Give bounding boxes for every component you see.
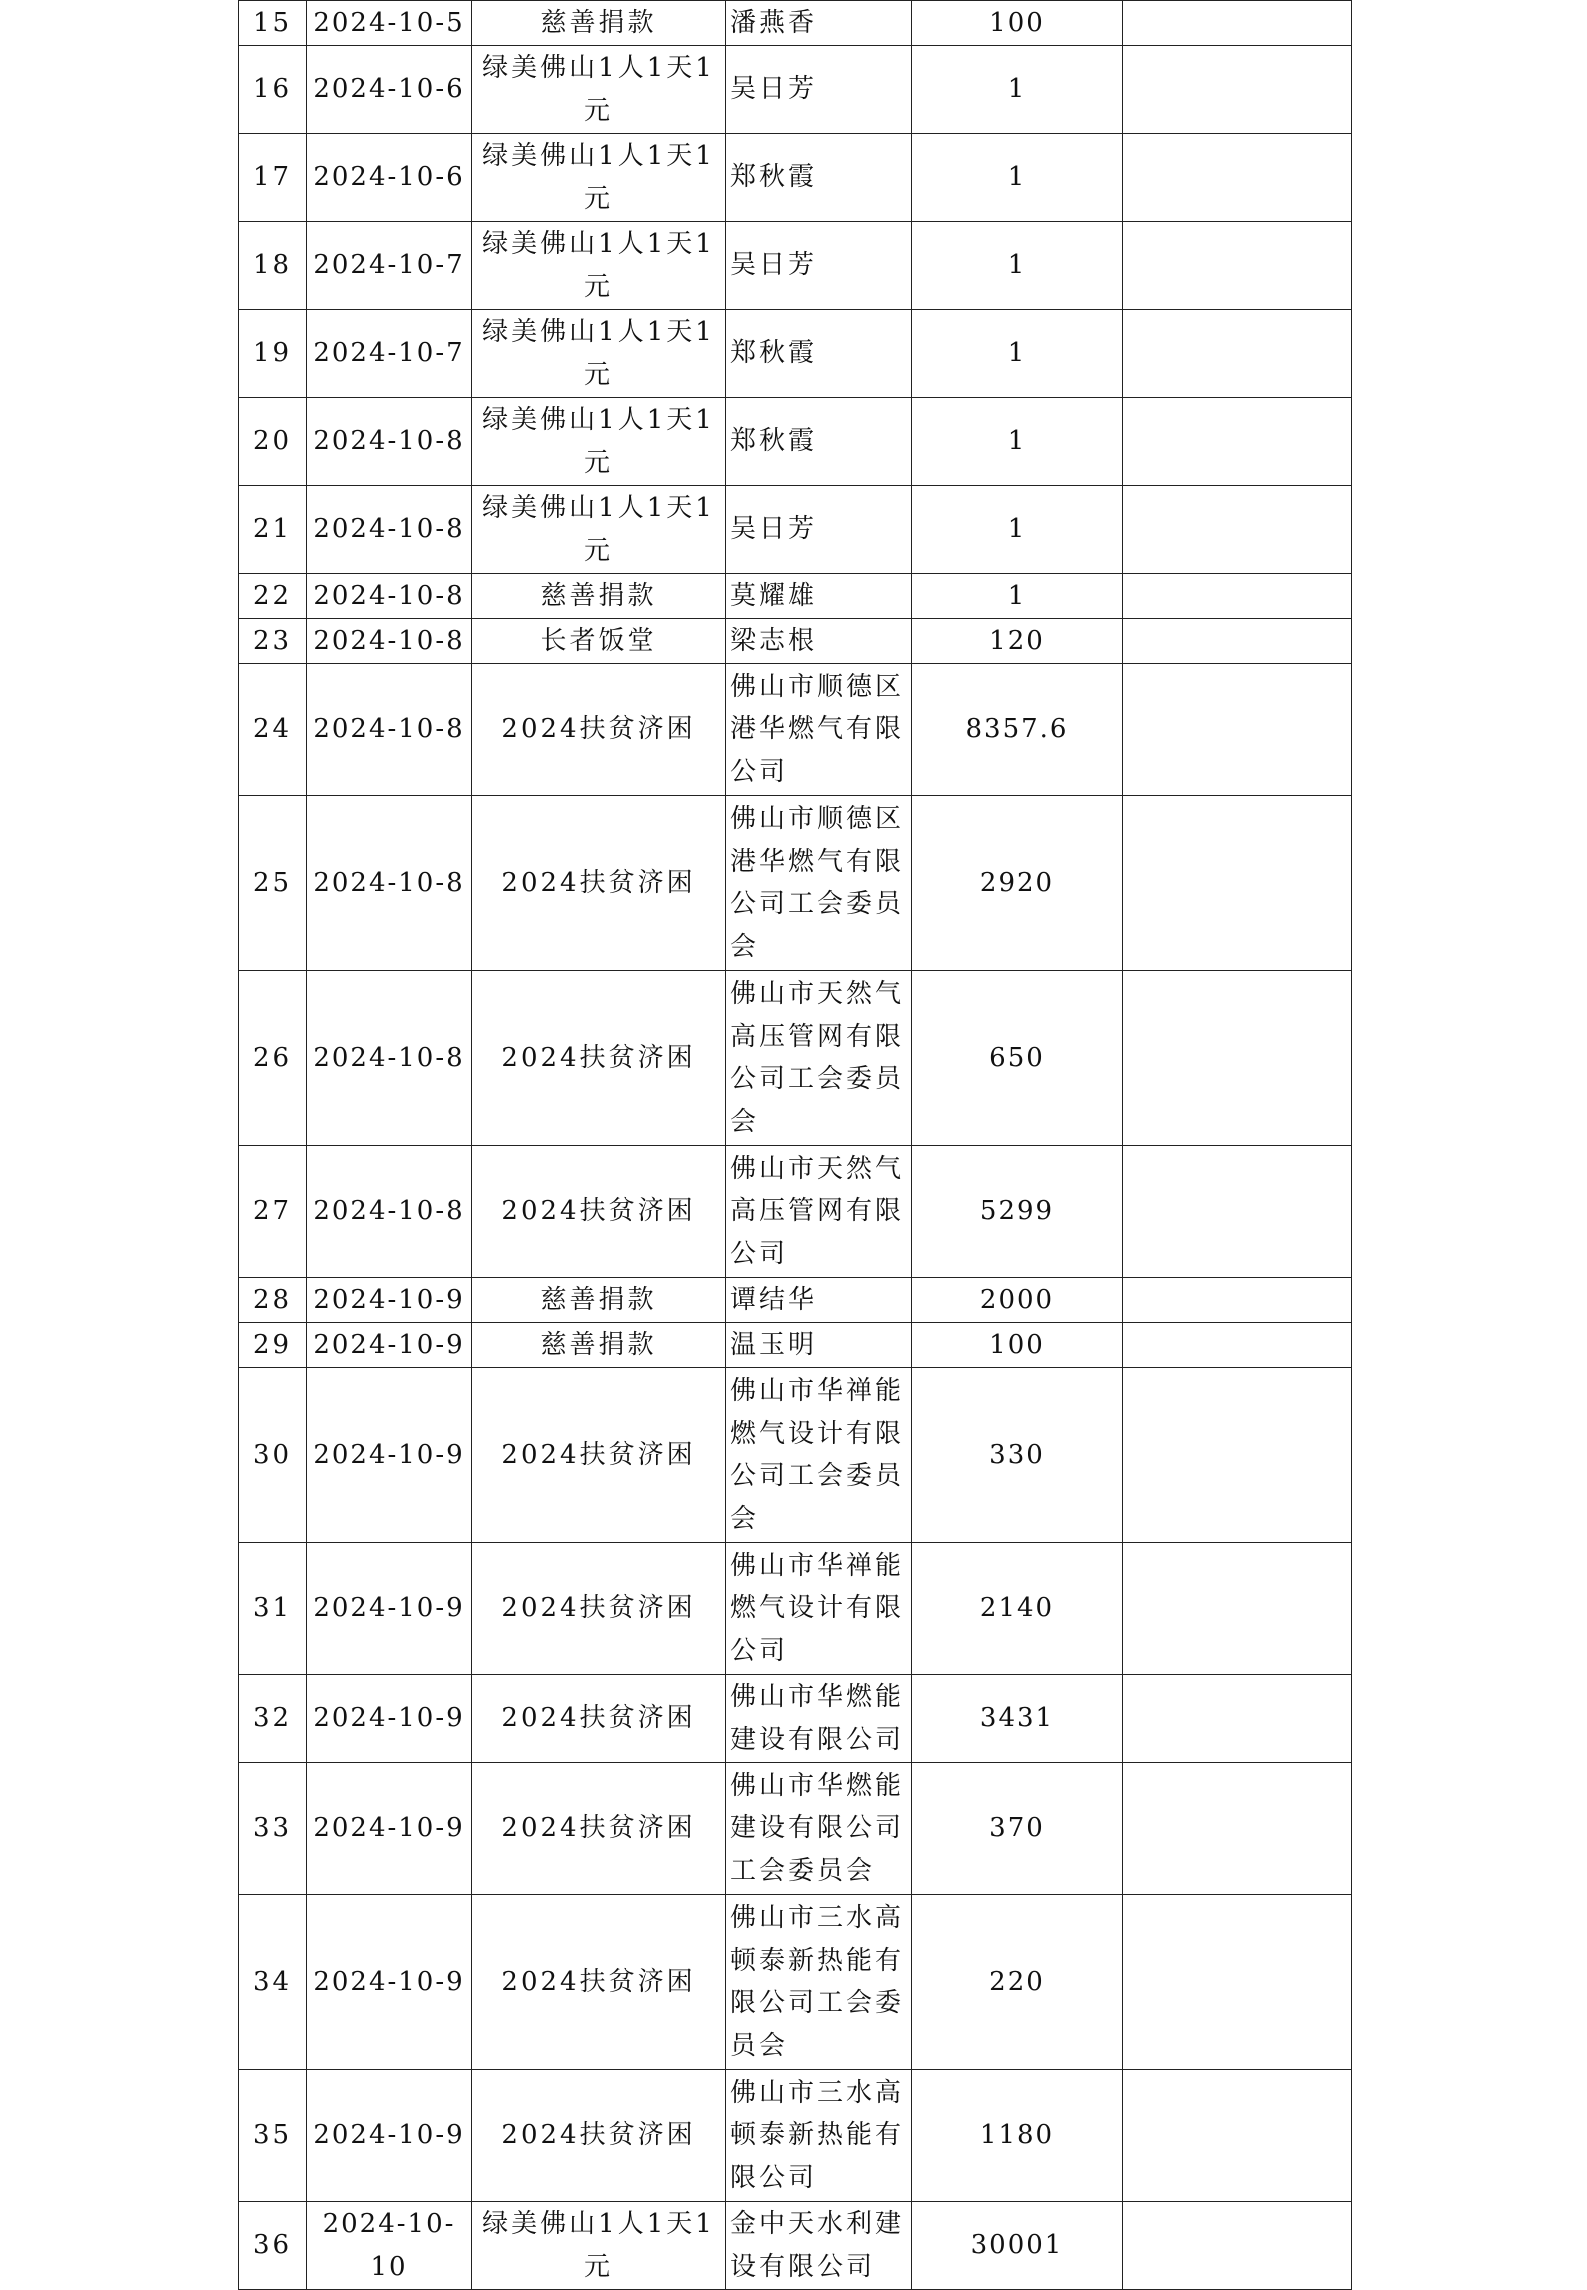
date-cell: 2024-10-8 xyxy=(307,971,472,1146)
project-cell: 绿美佛山1人1天1元 xyxy=(472,398,726,486)
table-row xyxy=(239,1368,1352,1543)
date-cell: 2024-10-8 xyxy=(307,486,472,574)
row-number-cell: 25 xyxy=(239,796,307,971)
amount-cell: 120 xyxy=(912,619,1123,664)
amount-cell: 1 xyxy=(912,134,1123,222)
date-cell: 2024-10-7 xyxy=(307,310,472,398)
amount-cell: 650 xyxy=(912,971,1123,1146)
project-cell: 2024扶贫济困 xyxy=(472,664,726,796)
row-number-cell: 27 xyxy=(239,1146,307,1278)
donor-cell: 郑秋霞 xyxy=(726,310,912,398)
note-cell xyxy=(1123,2070,1352,2202)
row-number-cell: 32 xyxy=(239,1675,307,1763)
table-row xyxy=(239,310,1352,398)
table-row xyxy=(239,486,1352,574)
note-cell xyxy=(1123,222,1352,310)
row-number-cell: 19 xyxy=(239,310,307,398)
project-cell: 2024扶贫济困 xyxy=(472,1146,726,1278)
donor-cell: 佛山市华禅能燃气设计有限公司 xyxy=(726,1543,912,1675)
table-row xyxy=(239,398,1352,486)
table-row xyxy=(239,796,1352,971)
table-row xyxy=(239,2202,1352,2290)
amount-cell: 1 xyxy=(912,310,1123,398)
row-number-cell: 21 xyxy=(239,486,307,574)
date-cell: 2024-10-8 xyxy=(307,664,472,796)
donor-cell: 金中天水利建设有限公司 xyxy=(726,2202,912,2290)
amount-cell: 370 xyxy=(912,1763,1123,1895)
donor-cell: 佛山市华禅能燃气设计有限公司工会委员会 xyxy=(726,1368,912,1543)
row-number-cell: 28 xyxy=(239,1278,307,1323)
amount-cell: 220 xyxy=(912,1895,1123,2070)
donor-cell: 佛山市天然气高压管网有限公司 xyxy=(726,1146,912,1278)
amount-cell: 2920 xyxy=(912,796,1123,971)
table-row xyxy=(239,971,1352,1146)
note-cell xyxy=(1123,664,1352,796)
amount-cell: 330 xyxy=(912,1368,1123,1543)
donor-cell: 佛山市顺德区港华燃气有限公司 xyxy=(726,664,912,796)
date-cell: 2024-10-8 xyxy=(307,398,472,486)
amount-cell: 100 xyxy=(912,1323,1123,1368)
note-cell xyxy=(1123,1,1352,46)
date-cell: 2024-10-8 xyxy=(307,619,472,664)
note-cell xyxy=(1123,1675,1352,1763)
note-cell xyxy=(1123,796,1352,971)
table-row xyxy=(239,1763,1352,1895)
donation-table-body xyxy=(239,1,1352,2290)
amount-cell: 8357.6 xyxy=(912,664,1123,796)
amount-cell: 5299 xyxy=(912,1146,1123,1278)
table-row xyxy=(239,619,1352,664)
amount-cell: 2000 xyxy=(912,1278,1123,1323)
donor-cell: 莫耀雄 xyxy=(726,574,912,619)
donor-cell: 梁志根 xyxy=(726,619,912,664)
project-cell: 慈善捐款 xyxy=(472,1323,726,1368)
date-cell: 2024-10-8 xyxy=(307,1146,472,1278)
amount-cell: 1 xyxy=(912,486,1123,574)
date-cell: 2024-10-9 xyxy=(307,2070,472,2202)
project-cell: 慈善捐款 xyxy=(472,574,726,619)
donor-cell: 佛山市华燃能建设有限公司工会委员会 xyxy=(726,1763,912,1895)
note-cell xyxy=(1123,46,1352,134)
row-number-cell: 33 xyxy=(239,1763,307,1895)
project-cell: 2024扶贫济困 xyxy=(472,1895,726,2070)
project-cell: 绿美佛山1人1天1元 xyxy=(472,2202,726,2290)
table-row xyxy=(239,1895,1352,2070)
project-cell: 2024扶贫济困 xyxy=(472,1368,726,1543)
date-cell: 2024-10-10 xyxy=(307,2202,472,2290)
table-row xyxy=(239,1,1352,46)
donor-cell: 温玉明 xyxy=(726,1323,912,1368)
note-cell xyxy=(1123,2202,1352,2290)
project-cell: 2024扶贫济困 xyxy=(472,1543,726,1675)
table-row xyxy=(239,574,1352,619)
table-row xyxy=(239,1146,1352,1278)
table-row xyxy=(239,134,1352,222)
date-cell: 2024-10-9 xyxy=(307,1278,472,1323)
amount-cell: 1 xyxy=(912,398,1123,486)
note-cell xyxy=(1123,1895,1352,2070)
donor-cell: 潘燕香 xyxy=(726,1,912,46)
date-cell: 2024-10-9 xyxy=(307,1895,472,2070)
table-row xyxy=(239,46,1352,134)
row-number-cell: 15 xyxy=(239,1,307,46)
row-number-cell: 23 xyxy=(239,619,307,664)
note-cell xyxy=(1123,619,1352,664)
project-cell: 2024扶贫济困 xyxy=(472,796,726,971)
donor-cell: 佛山市华燃能建设有限公司 xyxy=(726,1675,912,1763)
amount-cell: 30001 xyxy=(912,2202,1123,2290)
donor-cell: 佛山市三水高顿泰新热能有限公司工会委员会 xyxy=(726,1895,912,2070)
date-cell: 2024-10-8 xyxy=(307,796,472,971)
donor-cell: 吴日芳 xyxy=(726,222,912,310)
row-number-cell: 34 xyxy=(239,1895,307,2070)
date-cell: 2024-10-9 xyxy=(307,1675,472,1763)
row-number-cell: 17 xyxy=(239,134,307,222)
table-row xyxy=(239,1675,1352,1763)
date-cell: 2024-10-9 xyxy=(307,1763,472,1895)
project-cell: 长者饭堂 xyxy=(472,619,726,664)
donor-cell: 谭结华 xyxy=(726,1278,912,1323)
note-cell xyxy=(1123,574,1352,619)
project-cell: 绿美佛山1人1天1元 xyxy=(472,46,726,134)
note-cell xyxy=(1123,1146,1352,1278)
date-cell: 2024-10-8 xyxy=(307,574,472,619)
note-cell xyxy=(1123,310,1352,398)
donor-cell: 郑秋霞 xyxy=(726,398,912,486)
amount-cell: 1 xyxy=(912,46,1123,134)
project-cell: 绿美佛山1人1天1元 xyxy=(472,486,726,574)
donor-cell: 吴日芳 xyxy=(726,486,912,574)
date-cell: 2024-10-6 xyxy=(307,46,472,134)
amount-cell: 100 xyxy=(912,1,1123,46)
date-cell: 2024-10-9 xyxy=(307,1543,472,1675)
row-number-cell: 20 xyxy=(239,398,307,486)
note-cell xyxy=(1123,398,1352,486)
amount-cell: 3431 xyxy=(912,1675,1123,1763)
date-cell: 2024-10-9 xyxy=(307,1368,472,1543)
note-cell xyxy=(1123,971,1352,1146)
date-cell: 2024-10-6 xyxy=(307,134,472,222)
project-cell: 2024扶贫济困 xyxy=(472,1675,726,1763)
note-cell xyxy=(1123,486,1352,574)
note-cell xyxy=(1123,134,1352,222)
table-row xyxy=(239,2070,1352,2202)
table-row xyxy=(239,1543,1352,1675)
note-cell xyxy=(1123,1543,1352,1675)
project-cell: 2024扶贫济困 xyxy=(472,2070,726,2202)
project-cell: 绿美佛山1人1天1元 xyxy=(472,134,726,222)
row-number-cell: 24 xyxy=(239,664,307,796)
project-cell: 慈善捐款 xyxy=(472,1,726,46)
project-cell: 绿美佛山1人1天1元 xyxy=(472,310,726,398)
row-number-cell: 35 xyxy=(239,2070,307,2202)
row-number-cell: 29 xyxy=(239,1323,307,1368)
row-number-cell: 22 xyxy=(239,574,307,619)
note-cell xyxy=(1123,1763,1352,1895)
donor-cell: 郑秋霞 xyxy=(726,134,912,222)
donor-cell: 佛山市顺德区港华燃气有限公司工会委员会 xyxy=(726,796,912,971)
date-cell: 2024-10-7 xyxy=(307,222,472,310)
row-number-cell: 36 xyxy=(239,2202,307,2290)
project-cell: 慈善捐款 xyxy=(472,1278,726,1323)
project-cell: 2024扶贫济困 xyxy=(472,1763,726,1895)
donor-cell: 佛山市天然气高压管网有限公司工会委员会 xyxy=(726,971,912,1146)
row-number-cell: 26 xyxy=(239,971,307,1146)
amount-cell: 1 xyxy=(912,574,1123,619)
amount-cell: 1180 xyxy=(912,2070,1123,2202)
row-number-cell: 31 xyxy=(239,1543,307,1675)
donor-cell: 佛山市三水高顿泰新热能有限公司 xyxy=(726,2070,912,2202)
amount-cell: 1 xyxy=(912,222,1123,310)
table-row xyxy=(239,664,1352,796)
table-row xyxy=(239,1278,1352,1323)
row-number-cell: 16 xyxy=(239,46,307,134)
project-cell: 2024扶贫济困 xyxy=(472,971,726,1146)
row-number-cell: 30 xyxy=(239,1368,307,1543)
date-cell: 2024-10-9 xyxy=(307,1323,472,1368)
donation-table xyxy=(238,0,1352,2290)
date-cell: 2024-10-5 xyxy=(307,1,472,46)
table-row xyxy=(239,222,1352,310)
table-row xyxy=(239,1323,1352,1368)
row-number-cell: 18 xyxy=(239,222,307,310)
donor-cell: 吴日芳 xyxy=(726,46,912,134)
note-cell xyxy=(1123,1323,1352,1368)
amount-cell: 2140 xyxy=(912,1543,1123,1675)
note-cell xyxy=(1123,1368,1352,1543)
project-cell: 绿美佛山1人1天1元 xyxy=(472,222,726,310)
note-cell xyxy=(1123,1278,1352,1323)
